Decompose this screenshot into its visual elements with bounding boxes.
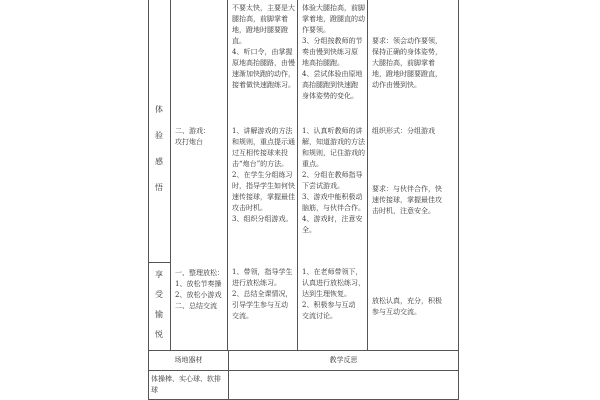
column-divider <box>227 0 228 350</box>
student-activity-top: 体验大腿抬高，前脚 掌着地，蹬腿直的动 作要领。 3、分组按教师的节 奏由慢到快练习原 地高抬腿跑。 4、尝试体验由原地 高抬腿跑到快速跑 身体姿势的变化。 <box>302 4 365 100</box>
student-activity-relax: 1、在老师带领下， 认真进行放松练习， 达到生理恢复。 2、积极参与互动 交流讨论。 <box>302 268 365 320</box>
section-char: 悟 <box>155 183 163 192</box>
equipment-value: 体操棒、实心球、软排 球 <box>151 375 221 394</box>
section-char: 受 <box>155 290 163 299</box>
table-border-right <box>458 0 459 400</box>
section-char: 享 <box>155 270 163 279</box>
row-divider <box>148 370 459 371</box>
row-divider <box>148 262 170 263</box>
teacher-activity-top: 不要太快，主要是大 腿抬高，前脚掌着 地，蹬地时腿要蹬 直。 4、听口令，由掌握 原地高抬腿路，由慢 速渐加快跑的动作， 接着做快速跑练习。 <box>232 4 295 89</box>
section-char: 感 <box>155 157 163 166</box>
section-char: 验 <box>155 131 163 140</box>
section-label-share <box>153 265 165 345</box>
game-title: 二、游戏： 攻打炮台 <box>175 127 210 146</box>
table-border-left <box>148 0 149 400</box>
requirements-relax: 放松认真，充分，积极 参与互动交流。 <box>372 297 442 316</box>
student-activity-game: 1、认真听教师的讲 解，知道游戏的方法 和规则，记住游戏的 重点。 2、分组在教师指导 下尝试游戏。 3、游戏中能积极动 脑筋，与伙伴合作。 4、游戏时，注意安 全。 <box>302 127 365 234</box>
row-divider <box>148 350 459 351</box>
column-divider <box>170 0 171 350</box>
requirements-game: 要求：与伙伴合作，快 速传接球，掌握最佳攻 击时机，注意安全。 <box>372 185 442 215</box>
requirements-top: 要求：领会动作要领， 保持正确的身体姿势， 大腿抬高，前脚掌着 地，蹬地时腿要蹬直， 动作由慢到快。 <box>372 37 442 89</box>
column-divider <box>297 0 298 350</box>
section-char: 悦 <box>155 330 163 339</box>
column-divider <box>367 0 368 350</box>
section-char: 愉 <box>155 310 163 319</box>
relax-title: 一、整理放松： 1、放松节奏操 2、放松小游戏 二、总结交流 <box>175 269 224 310</box>
organization-form: 组织形式：分组游戏 <box>372 127 435 135</box>
teacher-activity-game: 1、讲解游戏的方法 和规则，重点提示通 过互相传接球来投 击“炮台”的方法。 2、在学生分组练习 时，指导学生如何快 速传接球，掌握最佳 攻击时机。 3、组织分组游戏。 <box>232 127 295 223</box>
section-char: 体 <box>155 105 163 114</box>
equipment-header: 场地器材 <box>174 356 203 364</box>
teacher-activity-relax: 1、带领，指导学生 进行放松练习。 2、总结全课情况， 引导学生参与互动 交流。 <box>232 268 293 320</box>
reflection-header: 教学反思 <box>329 356 358 364</box>
section-label-experience <box>153 100 165 198</box>
